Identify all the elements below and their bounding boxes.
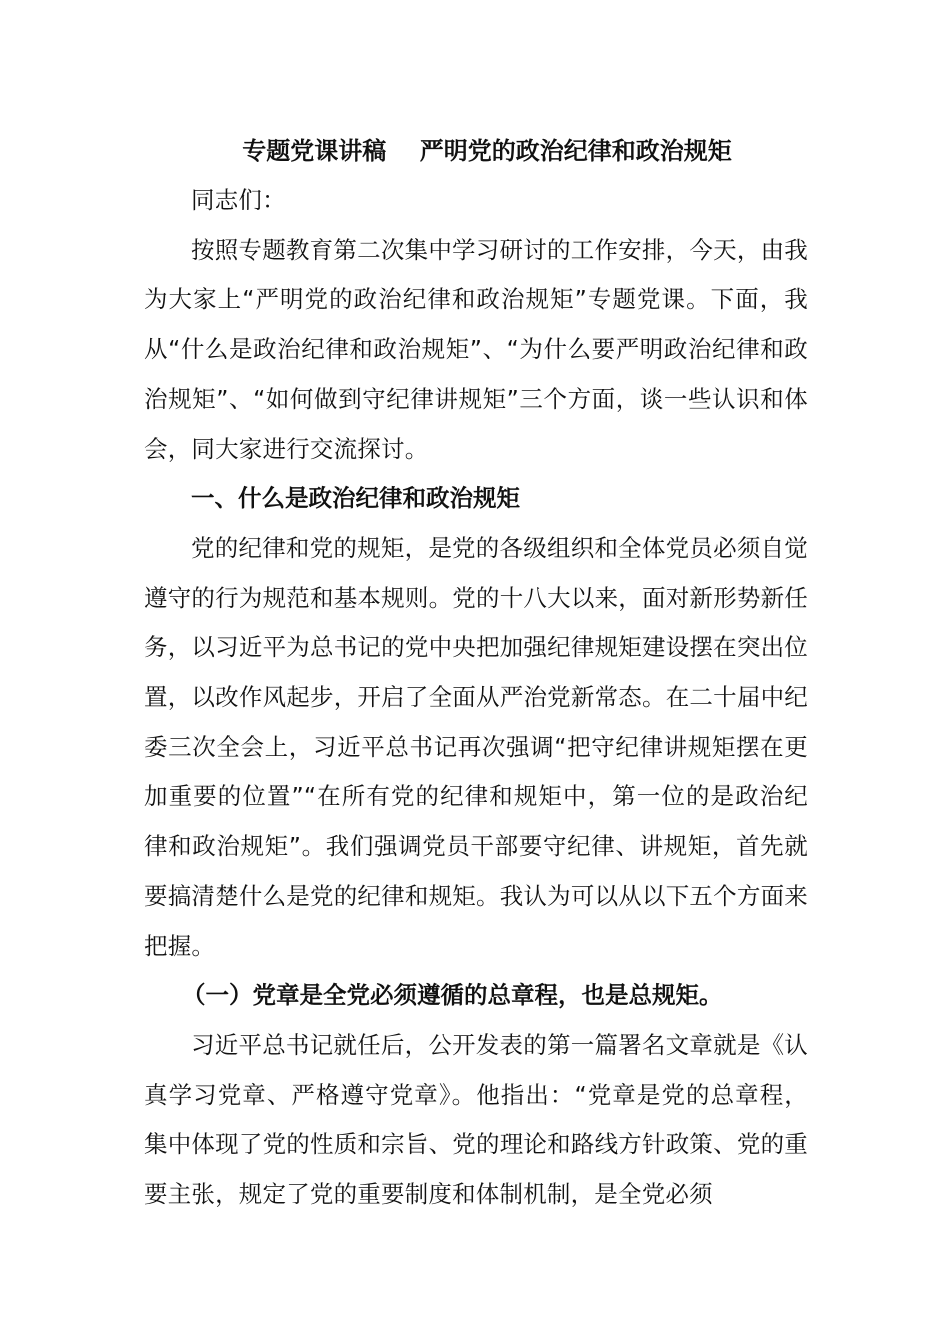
section-heading-1: 一、什么是政治纪律和政治规矩	[191, 484, 520, 513]
subsection-paragraph-1: 习近平总书记就任后，公开发表的第一篇署名文章就是《认真学习党章、严格遵守党章》。他指出：“党章是党的总章程，集中体现了党的性质和宗旨、党的理论和路线方针政策、党的重要主张，规定了党的重要制度和体制机制，是全党必须	[144, 1030, 808, 1209]
intro-paragraph: 按照专题教育第二次集中学习研讨的工作安排，今天，由我为大家上“严明党的政治纪律和政治规矩”专题党课。下面，我从“什么是政治纪律和政治规矩”、“为什么要严明政治纪律和政治规矩”、“如何做到守纪律讲规矩”三个方面，谈一些认识和体会，同大家进行交流探讨。	[144, 235, 808, 463]
document-title: 专题党课讲稿 严明党的政治纪律和政治规矩	[242, 137, 732, 165]
subsection-heading-1: （一）党章是全党必须遵循的总章程，也是总规矩。	[182, 981, 723, 1010]
document-body	[144, 126, 808, 1220]
section-paragraph-1: 党的纪律和党的规矩，是党的各级组织和全体党员必须自觉遵守的行为规范和基本规则。党的十八大以来，面对新形势新任务，以习近平为总书记的党中央把加强纪律规矩建设摆在突出位置，以改作风起步，开启了全面从严治党新常态。在二十届中纪委三次全会上，习近平总书记再次强调“把守纪律讲规矩摆在更加重要的位置”“在所有党的纪律和规矩中，第一位的是政治纪律和政治规矩”。我们强调党员干部要守纪律、讲规矩，首先就要搞清楚什么是党的纪律和规矩。我认为可以从以下五个方面来把握。	[144, 533, 808, 960]
salutation: 同志们：	[191, 186, 286, 214]
